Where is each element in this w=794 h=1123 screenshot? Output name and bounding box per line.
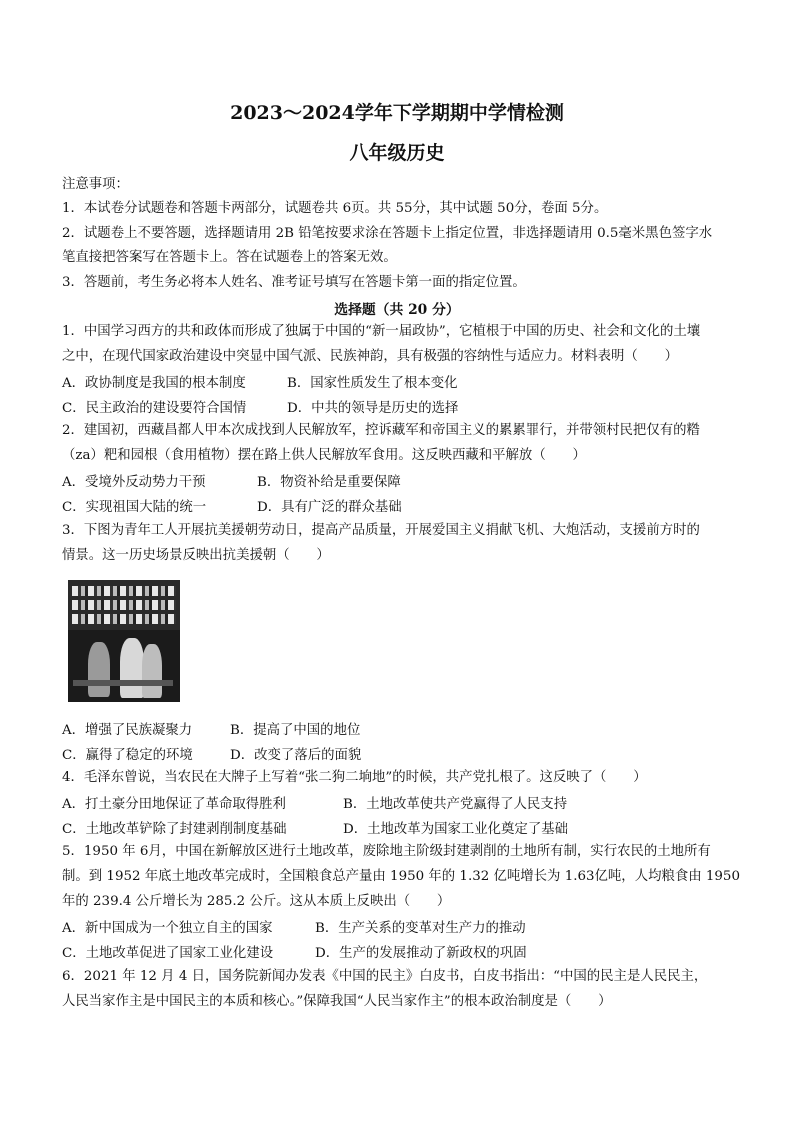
exam-subtitle: 八年级历史 — [349, 142, 445, 164]
q4-option-a: A．打土豪分田地保证了革命取得胜利 — [62, 797, 286, 812]
question-2-stem: 2．建国初，西藏昌都人甲本次成找到人民解放军，控诉藏军和帝国主义的累累罪行，并带领村民把仅有的糌 — [62, 423, 700, 438]
q1-option-d: D．中共的领导是历史的选择 — [287, 401, 459, 416]
notice-line: 2．试题卷上不要答题，选择题请用 2B 铅笔按要求涂在答题卡上指定位置，非选择题请用 0.5毫米黑色签字水 — [62, 226, 713, 241]
q2-option-b: B．物资补给是重要保障 — [257, 475, 401, 490]
q5-option-a: A．新中国成为一个独立自主的国家 — [62, 921, 273, 936]
q4-option-c: C．土地改革铲除了封建剥削制度基础 — [62, 822, 287, 837]
q4-option-b: B．土地改革使共产党赢得了人民支持 — [343, 797, 568, 812]
question-3-stem: 3．下图为青年工人开展抗美援朝劳动日，提高产品质量，开展爱国主义捐献飞机、大炮活动，支援前方时的 — [62, 523, 700, 538]
q3-option-b: B．提高了中国的地位 — [230, 723, 361, 738]
q3-option-a: A．增强了民族凝聚力 — [62, 723, 193, 738]
question-1-stem: 之中，在现代国家政治建设中突显中国气派、民族神韵，具有极强的容纳性与适应力。材料表明（ ） — [62, 349, 678, 364]
question-6-stem: 6．2021 年 12 月 4 日，国务院新闻办发表《中国的民主》白皮书，白皮书指出：“中国的民主是人民民主， — [62, 969, 708, 984]
q3-option-c: C．赢得了稳定的环境 — [62, 748, 193, 763]
notice-line: 1．本试卷分试题卷和答题卡两部分，试题卷共 6页。共 55分，其中试题 50分，卷面 5分。 — [62, 201, 608, 216]
notice-line: 3．答题前，考生务必将本人姓名、准考证号填写在答题卡第一面的指定位置。 — [62, 275, 526, 290]
historical-photo — [68, 580, 180, 702]
question-1-stem: 1．中国学习西方的共和政体而形成了独属于中国的“新一届政协”，它植根于中国的历史、社会和文化的土壤 — [62, 324, 701, 339]
notice-line: 笔直接把答案写在答题卡上。答在试题卷上的答案无效。 — [62, 250, 397, 265]
question-5-stem: 年的 239.4 公斤增长为 285.2 公斤。这从本质上反映出（ ） — [62, 894, 451, 909]
q1-option-a: A．政协制度是我国的根本制度 — [62, 376, 246, 391]
q2-option-a: A．受境外反动势力干预 — [62, 475, 206, 490]
q1-option-c: C．民主政治的建设要符合国情 — [62, 401, 247, 416]
question-5-stem: 5．1950 年 6月，中国在新解放区进行土地改革，废除地主阶级封建剥削的土地所有制，实行农民的土地所有 — [62, 844, 711, 859]
question-6-stem: 人民当家作主是中国民主的本质和核心。”保障我国“人民当家作主”的根本政治制度是（ ） — [62, 994, 612, 1009]
exam-title: 2023～2024学年下学期期中学情检测 — [230, 102, 564, 124]
q5-option-b: B．生产关系的变革对生产力的推动 — [315, 921, 526, 936]
question-5-stem: 制。到 1952 年底土地改革完成时，全国粮食总产量由 1950 年的 1.32 亿吨增长为 1.63亿吨，人均粮食由 1950 — [62, 869, 740, 884]
q5-option-d: D．生产的发展推动了新政权的巩固 — [315, 946, 527, 961]
q3-option-d: D．改变了落后的面貌 — [230, 748, 362, 763]
q1-option-b: B．国家性质发生了根本变化 — [287, 376, 458, 391]
q2-option-d: D．具有广泛的群众基础 — [257, 500, 402, 515]
question-2-stem: （za）粑和园根（食用植物）摆在路上供人民解放军食用。这反映西藏和平解放（ ） — [62, 448, 586, 463]
question-4-stem: 4．毛泽东曾说，当农民在大牌子上写着“张二狗二垧地”的时候，共产党扎根了。这反映了（ ） — [62, 770, 647, 785]
notice-heading: 注意事项： — [62, 177, 129, 192]
q4-option-d: D．土地改革为国家工业化奠定了基础 — [343, 822, 568, 837]
q5-option-c: C．土地改革促进了国家工业化建设 — [62, 946, 274, 961]
section-title: 选择题（共 20 分） — [334, 302, 460, 318]
q2-option-c: C．实现祖国大陆的统一 — [62, 500, 207, 515]
question-3-stem: 情景。这一历史场景反映出抗美援朝（ ） — [62, 548, 330, 563]
